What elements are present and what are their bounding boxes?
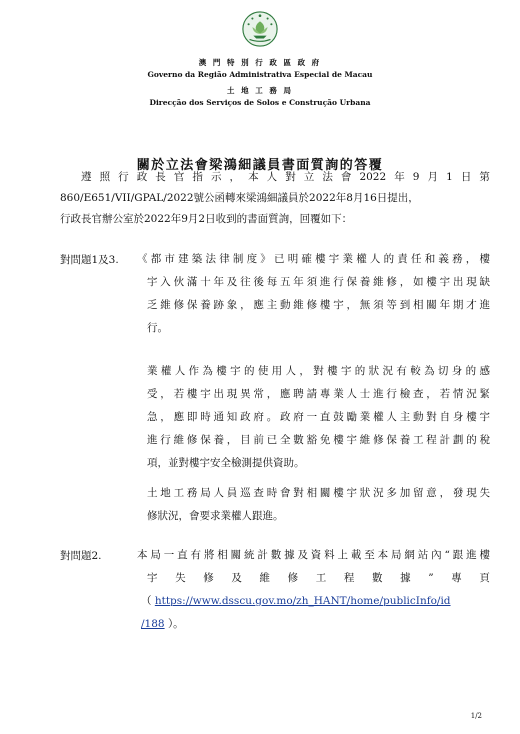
intro-token: 月	[427, 171, 439, 183]
answer-line: 進行維修保養，目前已全數豁免樓宇維修保養工程計劃的稅	[147, 434, 490, 446]
open-paren: （	[141, 595, 152, 607]
intro-token: 法	[322, 171, 333, 183]
answer-q1-q3-paragraph-1	[137, 248, 490, 340]
intro-token: 本	[248, 171, 259, 183]
answer-token: 失	[175, 572, 186, 584]
header-government-zh: 澳 門 特 別 行 政 區 政 府	[198, 58, 322, 67]
answer-line: 本局一直有將相關統計數據及資料上載至本局網站內“跟進樓	[137, 549, 490, 561]
answer-token: 及	[231, 572, 242, 584]
answer-token: 據	[400, 572, 411, 584]
answer-token: 數	[372, 572, 383, 584]
answer-line	[137, 613, 490, 636]
answer-token: 專	[451, 572, 462, 584]
answer-q2-paragraph	[137, 544, 490, 636]
intro-line-2: 860/E651/VII/GPAL/2022號公函轉來梁鴻細議員於2022年8月16日提出，	[60, 192, 419, 204]
answer-line: 修狀況，會要求業權人跟進。	[147, 510, 284, 522]
intro-token: ，	[229, 171, 240, 183]
intro-token: 照	[99, 171, 111, 183]
intro-token: 對	[285, 171, 296, 183]
answer-line	[137, 567, 490, 590]
close-paren: ）。	[167, 618, 184, 630]
answer-q1-q3-paragraph-3	[147, 482, 490, 528]
intro-line-3: 行政長官辦公室於2022年9月2日收到的書面質詢，回覆如下：	[60, 213, 353, 225]
answer-line: 業權人作為樓宇的使用人，對樓宇的狀況有較為切身的感	[147, 365, 490, 377]
answer-token: 頁	[479, 572, 490, 584]
answer-line: 受，若樓宇出現異常，應聘請專業人士進行檢查，若情況緊	[147, 388, 490, 400]
answer-line: 項，並對樓宇安全檢測提供資助。	[147, 457, 305, 469]
intro-token: 年	[394, 171, 405, 183]
intro-token: 第	[479, 171, 490, 183]
intro-token: 立	[303, 171, 315, 183]
answer-token: 程	[343, 572, 355, 584]
intro-token: 政	[136, 171, 148, 183]
answer-label-q1-q3: 對問題1及3.	[60, 254, 119, 266]
answer-token: 宇	[147, 572, 158, 584]
answer-line: 乏維修保養跡象，應主動維修樓宇，無須等到相關年期才進	[147, 299, 490, 311]
intro-token: 日	[460, 171, 472, 183]
intro-token: 官	[173, 171, 185, 183]
intro-token: 長	[155, 171, 166, 183]
answer-label-q2: 對問題2.	[60, 550, 102, 562]
document-title: 關於立法會梁鴻細議員書面質詢的答覆	[136, 158, 384, 173]
intro-token: 示	[210, 171, 222, 183]
answer-line: 《都市建築法律制度》已明確樓宇業權人的責任和義務，樓	[137, 253, 490, 265]
macau-emblem-icon	[241, 10, 279, 48]
intro-token: 1	[446, 171, 453, 183]
answer-line: 行。	[147, 322, 168, 334]
answer-q1-q3-paragraph-2	[147, 360, 490, 475]
answer-token: 修	[203, 572, 214, 584]
intro-token: 9	[412, 171, 420, 183]
answer-token: 修	[287, 572, 299, 584]
statistics-page-link[interactable]: https://www.dsscu.gov.mo/zh_HANT/home/publicInfo/id	[154, 595, 451, 607]
answer-line	[137, 590, 490, 613]
answer-token: ”	[428, 572, 434, 584]
intro-token: 行	[118, 171, 129, 183]
intro-token: 指	[192, 171, 203, 183]
page-number: 1/2	[470, 712, 482, 720]
header-government-pt: Governo da Região Administrativa Especial de Macau	[147, 70, 373, 79]
intro-token: 會	[340, 171, 352, 183]
answer-token: 工	[315, 572, 327, 584]
statistics-page-link-continued[interactable]: /188	[141, 618, 165, 630]
answer-line: 土地工務局人員巡查時會對相關樓宇狀況多加留意，發現失	[147, 487, 490, 499]
header-bureau-pt: Direcção dos Serviços de Solos e Construção Urbana	[149, 98, 371, 107]
answer-line: 宇入伙滿十年及往後每五年須進行保養維修，如樓宇出現缺	[147, 276, 490, 288]
intro-token: 人	[266, 171, 278, 183]
answer-line: 急，應即時通知政府。政府一直鼓勵業權人主動對自身樓宇	[147, 411, 490, 423]
intro-line-1	[60, 167, 490, 188]
intro-paragraph	[60, 167, 490, 230]
answer-token: 維	[259, 572, 270, 584]
intro-token: 遵	[81, 171, 92, 183]
intro-token: 2022	[359, 171, 387, 183]
header-bureau-zh: 土 地 工 務 局	[227, 86, 293, 95]
